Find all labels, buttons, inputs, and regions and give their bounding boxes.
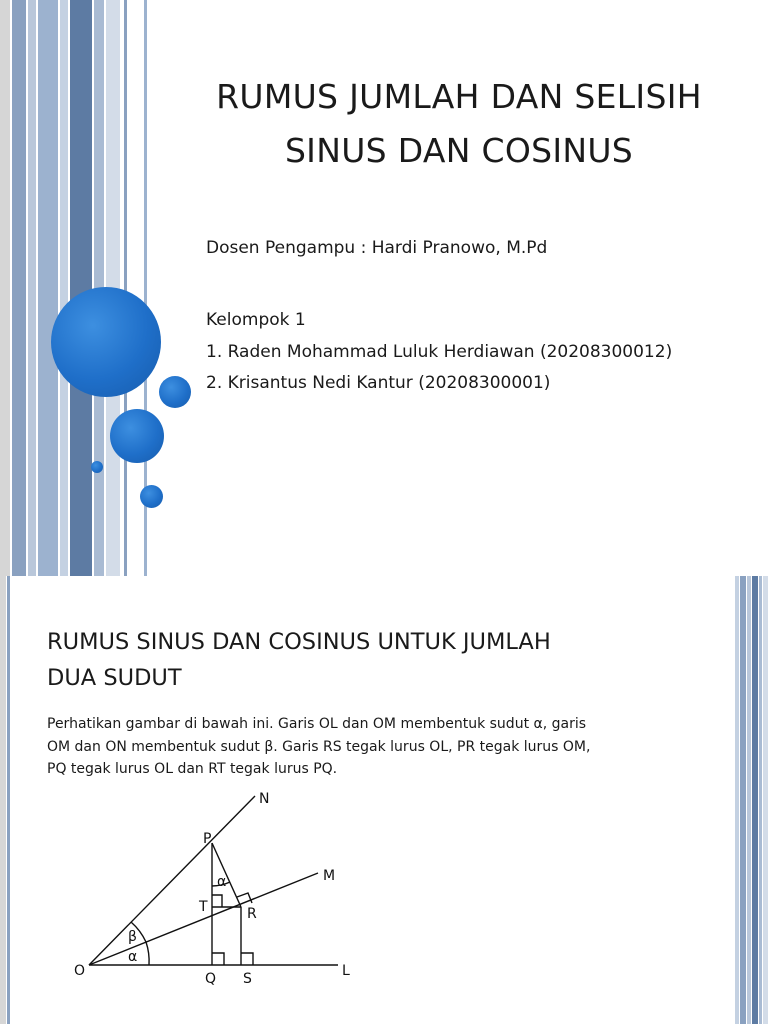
paragraph-line: PQ tegak lurus OL dan RT tegak lurus PQ. xyxy=(47,761,338,777)
description-paragraph xyxy=(47,713,697,781)
label-o: O xyxy=(74,963,86,979)
decorative-circle-tiny xyxy=(91,461,103,473)
decorative-stripe xyxy=(12,0,26,576)
decorative-stripe xyxy=(747,576,751,1024)
content-title xyxy=(47,624,647,696)
decorative-stripe xyxy=(28,0,36,576)
label-t: T xyxy=(199,899,208,915)
label-m: M xyxy=(323,868,336,884)
label-beta: β xyxy=(128,929,137,945)
decorative-stripe xyxy=(60,0,68,576)
label-q: Q xyxy=(205,971,217,987)
member-item: 1. Raden Mohammad Luluk Herdiawan (20208300012) xyxy=(206,342,673,362)
decorative-stripe xyxy=(752,576,758,1024)
trig-diagram xyxy=(0,780,420,1000)
decorative-circle-large xyxy=(51,287,161,397)
label-n: N xyxy=(259,791,270,807)
decorative-stripe xyxy=(124,0,127,576)
content-title-line: DUA SUDUT xyxy=(47,665,182,691)
decorative-stripe xyxy=(38,0,58,576)
right-angle-marker xyxy=(212,895,222,907)
decorative-stripe xyxy=(735,576,739,1024)
slide-title-line: SINUS DAN COSINUS xyxy=(284,131,634,170)
label-r: R xyxy=(247,906,257,922)
label-alpha-top: α xyxy=(217,874,227,890)
slide-title-line: RUMUS JUMLAH DAN SELISIH xyxy=(216,77,702,116)
label-s: S xyxy=(243,971,252,987)
group-label: Kelompok 1 xyxy=(206,310,306,330)
line-on xyxy=(89,796,255,965)
slide-title xyxy=(150,70,768,178)
decorative-stripe xyxy=(759,576,762,1024)
right-angle-marker xyxy=(241,953,253,965)
label-alpha: α xyxy=(128,949,138,965)
right-angle-marker xyxy=(212,953,224,965)
decorative-stripe xyxy=(70,0,92,576)
decorative-circle-medium xyxy=(110,409,164,463)
decorative-stripe xyxy=(763,576,768,1024)
decorative-stripe xyxy=(0,0,10,576)
label-p: P xyxy=(203,831,212,847)
decorative-circle-small xyxy=(159,376,191,408)
decorative-stripe xyxy=(740,576,746,1024)
member-item: 2. Krisantus Nedi Kantur (20208300001) xyxy=(206,373,551,393)
decorative-circle-small xyxy=(140,485,163,508)
lecturer-text: Dosen Pengampu : Hardi Pranowo, M.Pd xyxy=(206,238,548,258)
line-om xyxy=(89,873,318,965)
angle-arc-alpha xyxy=(146,942,149,965)
label-l: L xyxy=(342,963,350,979)
paragraph-line: OM dan ON membentuk sudut β. Garis RS tegak lurus OL, PR tegak lurus OM, xyxy=(47,738,591,755)
paragraph-line: Perhatikan gambar di bawah ini. Garis OL dan OM membentuk sudut α, garis xyxy=(47,716,587,732)
content-title-line: RUMUS SINUS DAN COSINUS UNTUK JUMLAH xyxy=(47,629,551,655)
